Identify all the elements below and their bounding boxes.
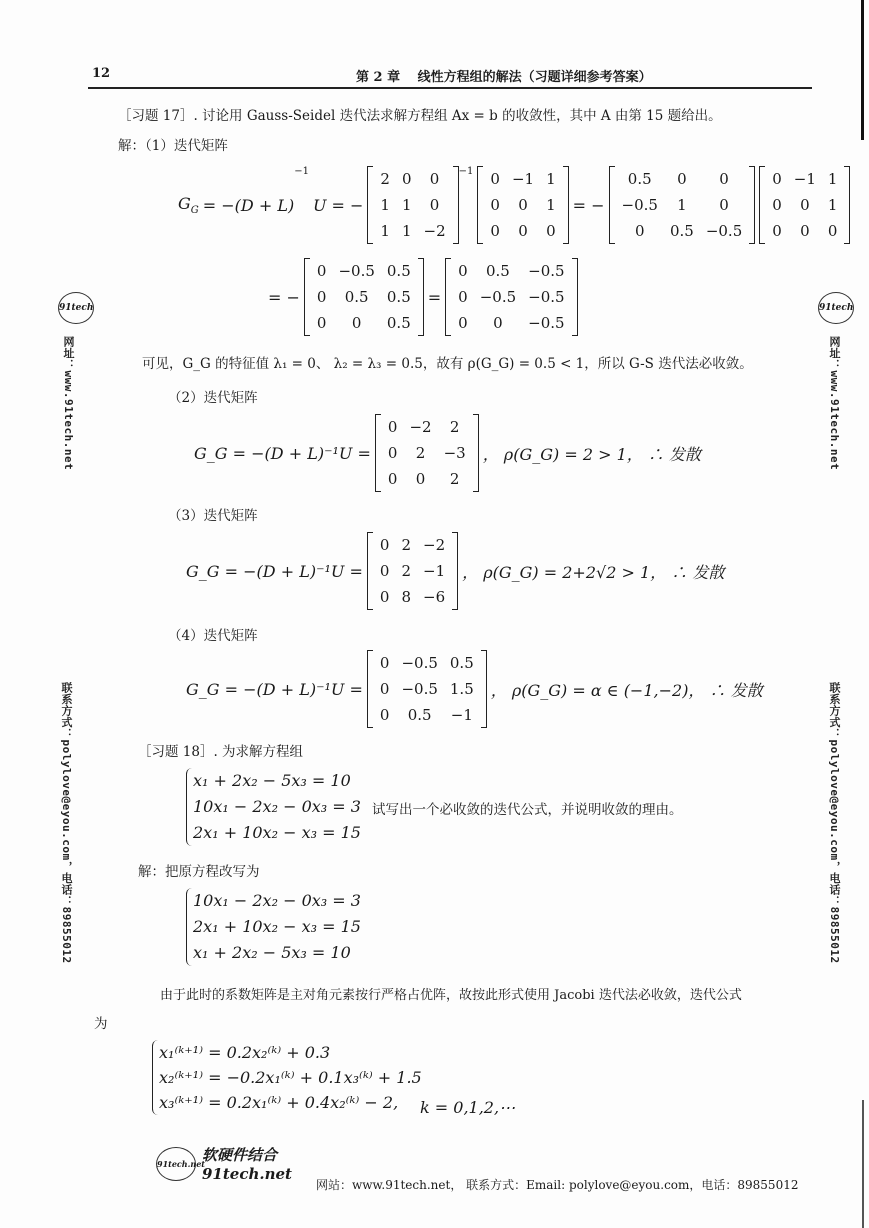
matrix-cell: 0 [518,196,528,214]
iter-eq: x₂⁽ᵏ⁺¹⁾ = −0.2x₁⁽ᵏ⁾ + 0.1x₃⁽ᵏ⁾ + 1.5 [159,1068,422,1087]
matrix-cell: 0 [401,170,412,188]
matrix-cell: 0 [490,170,500,188]
rewritten-system [186,888,361,966]
matrix-cell: −0.5 [528,262,565,280]
sys2-eq: 10x₁ − 2x₂ − 0x₃ = 3 [193,891,361,910]
matrix-cell: 0 [316,262,327,280]
matrix-cell: 1 [401,222,412,240]
matrix-cell: −1 [793,170,816,188]
sys1-eq: 2x₁ + 10x₂ − x₃ = 15 [193,823,361,842]
p4-lhs: G_G = −(D + L)⁻¹U = [186,679,363,699]
matrix-cell: 0 [800,222,810,240]
jacobi-iteration [152,1040,422,1115]
matrix-cell: 0 [458,262,468,280]
sys2-eq: x₁ + 2x₂ − 5x₃ = 10 [193,943,351,962]
matrix-cell: 0 [493,314,503,332]
eq1-mid: = −(D + L) [202,195,295,215]
solution-part-2-label: （2）迭代矩阵 [168,390,258,406]
eq2-equals: = [427,287,442,307]
matrix-cell: 1 [677,196,687,214]
matrix-cell: 0 [429,196,440,214]
matrix-cell: −0.5 [479,288,517,306]
matrix-cell: 2 [401,536,411,554]
conclusion-part-1: 可见，G_G 的特征值 λ₁ = 0、 λ₂ = λ₃ = 0.5，故有 ρ(G_G) = 0.5 < 1，所以 G-S 迭代法必收敛。 [142,356,753,372]
p3-rhs: ， ρ(G_G) = 2+2√2 > 1， ∴ 发散 [462,562,725,582]
original-system [186,768,361,846]
matrix-part-2 [375,414,479,492]
k-range: k = 0,1,2,⋯ [420,1098,516,1117]
inverse-exponent: −1 [458,166,474,177]
equation-gauss-seidel-matrix: $G_G$ = −(D + L) −1 U = − 2 0 0 1 1 0 1 1 −2 $^{-1}$ 0 −1 1 0 0 1 0 0 0 = − 0.5 0 0 −0.5 1 0 0 0.5 −0.5 0 −1 1 0 0 1 0 0 0 [178,166,850,244]
matrix-cell: 2 [380,170,390,188]
p4-rhs: ， ρ(G_G) = α ∈ (−1,−2)， ∴ 发散 [490,680,763,700]
matrix-cell: 0 [772,196,782,214]
matrix-cell: 0 [429,170,440,188]
matrix-cell: 0 [490,196,500,214]
matrix-cell: 0 [379,680,390,698]
matrix-cell: 0 [458,314,468,332]
matrix-cell: −0.5 [401,654,438,672]
footer-logo-slogan: 软硬件结合 [202,1146,278,1164]
footer-contact: 网站：www.91tech.net， 联系方式：Email: polylove@eyou.com，电话：89855012 [316,1178,799,1192]
matrix-cell: −1 [423,562,446,580]
matrix-cell: 8 [401,588,411,606]
matrix-cell: −0.5 [621,196,658,214]
matrix-cell: 0 [800,196,810,214]
equation-part-3 [186,532,724,610]
footer-logo [156,1144,292,1183]
matrix-cell: 0.5 [485,262,510,280]
matrix-cell: 1 [827,170,838,188]
matrix-cell: 1 [827,196,838,214]
convergence-reason: 由于此时的系数矩阵是主对角元素按行严格占优阵，故按此形式使用 Jacobi 迭代法必收敛，迭代公式 [160,988,742,1003]
footer-logo-domain: 91tech.net [202,1165,292,1183]
matrix-cell: 0.5 [449,654,474,672]
solution-part-4-label: （4）迭代矩阵 [168,628,258,644]
eq1-minus: = − [572,195,605,215]
matrix-cell: 0.5 [627,170,652,188]
matrix-cell: 1 [401,196,412,214]
matrix-cell: −2 [423,536,446,554]
matrix-cell: 0 [827,222,838,240]
matrix-cell: 0 [387,444,398,462]
equation-part-2 [194,414,701,492]
matrix-u-repeat [759,166,850,244]
matrix-cell: −6 [423,588,446,606]
matrix-cell: 0 [719,196,729,214]
matrix-cell: 0 [351,314,362,332]
convergence-reason-tail: 为 [94,1016,108,1032]
equation-part-4 [186,650,763,728]
matrix-part-3 [367,532,458,610]
matrix-cell: −1 [511,170,535,188]
matrix-cell: 0 [379,706,390,724]
matrix-cell: 2 [449,418,460,436]
eq1-u: U = − [312,195,364,215]
sys1-eq: x₁ + 2x₂ − 5x₃ = 10 [193,771,351,790]
p2-rhs: ， ρ(G_G) = 2 > 1， ∴ 发散 [482,444,701,464]
chapter-header: 第 2 章 线性方程组的解法（习题详细参考答案） [356,70,652,85]
iter-eq: x₁⁽ᵏ⁺¹⁾ = 0.2x₂⁽ᵏ⁾ + 0.3 [159,1043,331,1062]
matrix-cell: 0 [387,470,398,488]
matrix-cell: −3 [443,444,466,462]
matrix-cell: 0 [415,470,426,488]
matrix-cell: 0 [379,536,390,554]
matrix-cell: 0.5 [407,706,432,724]
matrix-product [304,258,424,336]
exercise-17-statement: ［习题 17］. 讨论用 Gauss-Seidel 迭代法求解方程组 Ax = b 的收敛性，其中 A 由第 15 题给出。 [118,108,722,124]
contact-right: 联系方式：polylove@eyou.com，电话：89855012 [828,682,841,964]
matrix-cell: 0.5 [386,288,411,306]
matrix-cell: 0 [316,314,327,332]
matrix-cell: 0 [316,288,327,306]
matrix-cell: 1 [546,170,556,188]
matrix-cell: 1 [380,196,390,214]
exercise-18-statement: ［习题 18］. 为求解方程组 [138,744,304,760]
right-edge-line-lower [862,1100,864,1228]
matrix-cell: −0.5 [528,288,565,306]
matrix-d-plus-l [367,166,458,244]
matrix-cell: 0 [719,170,729,188]
matrix-cell: 0 [379,562,390,580]
iter-eq: x₃⁽ᵏ⁺¹⁾ = 0.2x₁⁽ᵏ⁾ + 0.4x₂⁽ᵏ⁾ − 2, [159,1093,399,1112]
exercise-18-task: 试写出一个必收敛的迭代公式，并说明收敛的理由。 [372,802,683,818]
header-rule [88,87,812,89]
matrix-cell: 1.5 [449,680,474,698]
site-url-right: 网址：www.91tech.net [828,336,841,471]
p2-lhs: G_G = −(D + L)⁻¹U = [194,443,371,463]
matrix-inverse [609,166,756,244]
eq1-lhs: $G_G$ [178,193,199,217]
matrix-cell: 1 [380,222,390,240]
matrix-cell: 0 [490,222,500,240]
matrix-cell: 0 [772,222,782,240]
matrix-cell: 0 [379,654,390,672]
matrix-cell: 0 [634,222,645,240]
matrix-cell: 1 [546,196,556,214]
matrix-cell: −2 [409,418,432,436]
sys2-eq: 2x₁ + 10x₂ − x₃ = 15 [193,917,361,936]
matrix-cell: 0 [518,222,528,240]
matrix-part-4 [367,650,487,728]
equation-product-result [268,258,578,336]
solution-part-1-label: 解：（1）迭代矩阵 [118,138,228,154]
matrix-cell: 2 [415,444,426,462]
site-url-left: 网址：www.91tech.net [62,336,75,471]
matrix-cell: 0 [387,418,398,436]
matrix-cell: −0.5 [401,680,438,698]
matrix-cell: −0.5 [528,314,565,332]
eq2-prefix: = − [268,287,300,307]
matrix-cell: −1 [450,706,473,724]
matrix-cell: 0.5 [386,314,411,332]
contact-left: 联系方式：polylove@eyou.com，电话：89855012 [60,682,73,964]
matrix-cell: 0 [677,170,687,188]
matrix-cell: 0 [546,222,556,240]
page-number: 12 [92,66,111,81]
p3-lhs: G_G = −(D + L)⁻¹U = [186,561,363,581]
logo-right: 91tech [818,292,854,324]
solution-part-3-label: （3）迭代矩阵 [168,508,258,524]
matrix-cell: −0.5 [705,222,743,240]
matrix-cell: 0 [772,170,782,188]
matrix-cell: 0.5 [669,222,694,240]
right-edge-line [861,0,864,140]
matrix-result [445,258,577,336]
matrix-cell: 0.5 [344,288,369,306]
matrix-cell: 2 [401,562,411,580]
matrix-cell: 0 [458,288,468,306]
matrix-cell: 0 [379,588,390,606]
sys1-eq: 10x₁ − 2x₂ − 0x₃ = 3 [193,797,361,816]
matrix-u [477,166,568,244]
solution-18-label: 解：把原方程改写为 [138,864,260,880]
matrix-cell: −2 [423,222,446,240]
footer-logo-badge: 91tech.net [156,1147,196,1181]
logo-left: 91tech [58,292,94,324]
matrix-cell: 0.5 [386,262,411,280]
matrix-cell: −0.5 [338,262,375,280]
matrix-cell: 2 [449,470,460,488]
